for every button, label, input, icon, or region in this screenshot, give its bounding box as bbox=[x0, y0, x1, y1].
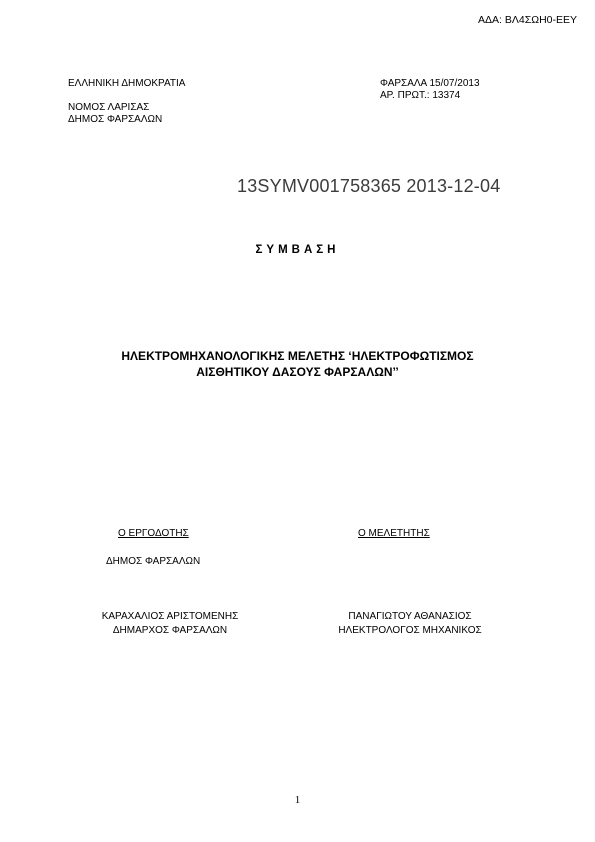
issuer-prefecture: ΝΟΜΟΣ ΛΑΡΙΣΑΣ bbox=[68, 102, 150, 113]
employer-label: Ο ΕΡΓΟΔΟΤΗΣ bbox=[118, 528, 189, 539]
issuer-block bbox=[68, 78, 185, 126]
researcher-signatory-title: ΗΛΕΚΤΡΟΛΟΓΟΣ ΜΗΧΑΝΙΚΟΣ bbox=[338, 625, 482, 636]
contract-title: ΣΥΜΒΑΣΗ bbox=[255, 244, 340, 256]
employer-signature-block bbox=[80, 610, 260, 638]
date-protocol-block bbox=[380, 78, 480, 102]
employer-entity: ΔΗΜΟΣ ΦΑΡΣΑΛΩΝ bbox=[106, 556, 201, 567]
ada-code: ΑΔΑ: ΒΛ4ΣΩΗ0-ΕΕΥ bbox=[478, 14, 577, 26]
protocol-number: ΑΡ. ΠΡΩΤ.: 13374 bbox=[380, 90, 461, 101]
researcher-label: Ο ΜΕΛΕΤΗΤΗΣ bbox=[358, 528, 430, 539]
subject-line-1: ΗΛΕΚΤΡΟΜΗΧΑΝΟΛΟΓΙΚΗΣ ΜΕΛΕΤΗΣ ‘ΗΛΕΚΤΡΟΦΩΤΙΣΜΟΣ bbox=[121, 349, 474, 363]
issuer-country: ΕΛΛΗΝΙΚΗ ΔΗΜΟΚΡΑΤΙΑ bbox=[68, 78, 186, 89]
place-date: ΦΑΡΣΑΛΑ 15/07/2013 bbox=[380, 78, 480, 89]
employer-signatory-title: ΔΗΜΑΡΧΟΣ ΦΑΡΣΑΛΩΝ bbox=[112, 625, 228, 636]
issuer-municipality: ΔΗΜΟΣ ΦΑΡΣΑΛΩΝ bbox=[68, 114, 163, 125]
researcher-signatory-name: ΠΑΝΑΓΙΩΤΟΥ ΑΘΑΝΑΣΙΟΣ bbox=[348, 611, 472, 622]
researcher-signature-block bbox=[305, 610, 515, 638]
document-identifier: 13SYMV001758365 2013-12-04 bbox=[237, 176, 501, 196]
subject-line-2: ΑΙΣΘΗΤΙΚΟΥ ΔΑΣΟΥΣ ΦΑΡΣΑΛΩΝ’’ bbox=[196, 365, 399, 379]
page-number: 1 bbox=[294, 794, 301, 806]
employer-signatory-name: ΚΑΡΑΧΑΛΙΟΣ ΑΡΙΣΤΟΜΕΝΗΣ bbox=[101, 611, 239, 622]
contract-subject bbox=[0, 348, 595, 380]
